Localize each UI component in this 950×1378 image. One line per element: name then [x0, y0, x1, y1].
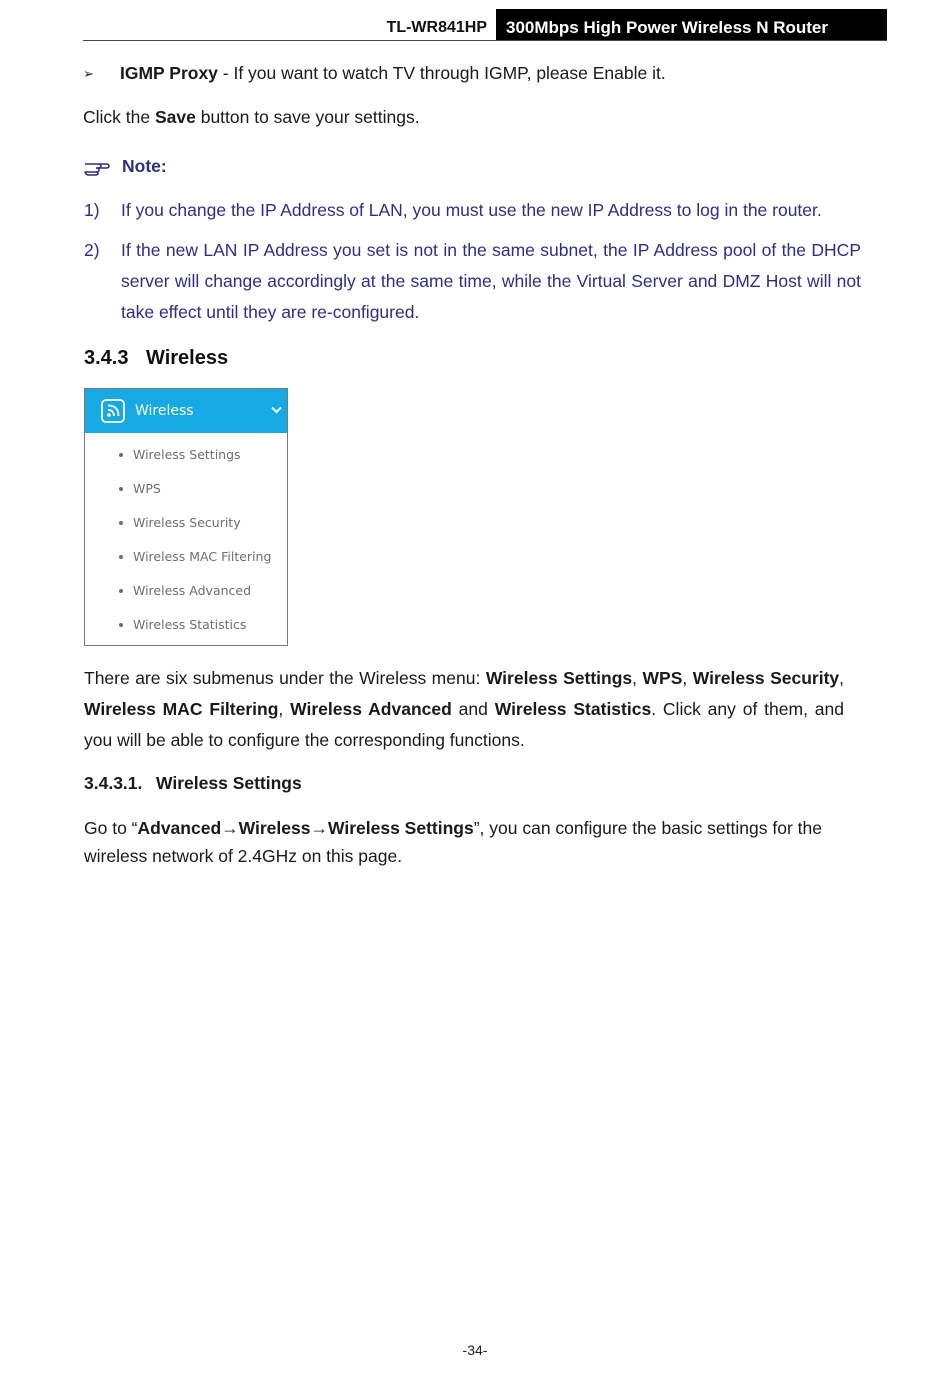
arrow-right-icon: → — [310, 818, 328, 838]
submenu-wireless-advanced[interactable] — [85, 574, 271, 608]
submenu-wireless-statistics[interactable] — [85, 608, 271, 642]
section-number: 3.4.3 — [84, 347, 129, 369]
header-product: 300Mbps High Power Wireless N Router — [496, 9, 887, 40]
submenu-label: Wireless Settings — [133, 447, 241, 462]
bullet-dot — [119, 623, 123, 627]
para-bold: WPS — [642, 668, 683, 688]
submenus-paragraph — [84, 663, 844, 756]
note-item-text: If you change the IP Address of LAN, you must use the new IP Address to log in the router. — [121, 200, 822, 220]
submenu-label: WPS — [133, 481, 161, 496]
note-item-1 — [84, 195, 861, 226]
igmp-proxy-line — [120, 63, 666, 84]
submenu-wps[interactable] — [85, 472, 271, 506]
page-header — [83, 9, 887, 41]
igmp-proxy-text: - If you want to watch TV through IGMP, please Enable it. — [217, 63, 666, 83]
bullet-arrow-icon: ➢ — [83, 66, 94, 81]
subsection-heading — [84, 773, 302, 794]
submenu-label: Wireless Statistics — [133, 617, 247, 632]
chevron-down-icon — [271, 406, 282, 414]
submenu-label: Wireless Security — [133, 515, 241, 530]
goto-suffix: ”, you can configure the basic settings for the wireless network of 2.4GHz on this page. — [84, 818, 822, 866]
para-text: , — [839, 668, 845, 688]
wireless-menu-header[interactable] — [85, 389, 287, 433]
submenu-wireless-security[interactable] — [85, 506, 271, 540]
subsection-number: 3.4.3.1. — [84, 773, 143, 793]
submenu-wireless-mac-filtering[interactable] — [85, 540, 271, 574]
wireless-menu-screenshot — [84, 388, 288, 646]
header-model: TL-WR841HP — [386, 19, 487, 36]
note-item-number: 2) — [84, 240, 100, 260]
page-number: -34- — [462, 1342, 488, 1358]
subsection-title: Wireless Settings — [156, 773, 302, 793]
bullet-dot — [119, 521, 123, 525]
bullet-dot — [119, 453, 123, 457]
bullet-dot — [119, 555, 123, 559]
submenu-label: Wireless Advanced — [133, 583, 252, 598]
section-title: Wireless — [146, 347, 229, 369]
save-suffix: button to save your settings. — [195, 107, 420, 127]
para-text: There are six submenus under the Wireless menu: — [84, 668, 486, 688]
note-item-number: 1) — [84, 200, 100, 220]
goto-path-wireless-settings: Wireless Settings — [327, 818, 474, 838]
submenu-wireless-settings[interactable] — [85, 438, 271, 472]
goto-path-wireless: Wireless — [238, 818, 311, 838]
bullet-dot — [119, 487, 123, 491]
wireless-submenu — [85, 438, 271, 642]
submenu-label: Wireless MAC Filtering — [133, 549, 272, 564]
arrow-right-icon: → — [221, 818, 239, 838]
save-keyword: Save — [154, 107, 196, 127]
para-text: , — [632, 668, 643, 688]
para-bold: Wireless MAC Filtering — [84, 699, 279, 719]
note-item-text: If the new LAN IP Address you set is not in the same subnet, the IP Address pool of the DHCP server will change accordingly at the same time, while the Virtual Server and DMZ Host will not take effect until they are re-configured. — [121, 240, 861, 322]
save-prefix: Click the — [83, 107, 155, 127]
para-bold: Wireless Security — [692, 668, 840, 688]
wireless-menu-title: Wireless — [135, 403, 194, 419]
goto-path-advanced: Advanced — [137, 818, 222, 838]
para-text: . Click any of them, and you will be able to configure the corresponding functions. — [84, 699, 844, 750]
para-bold: Wireless Statistics — [494, 699, 652, 719]
section-heading — [84, 347, 228, 370]
goto-prefix: Go to “ — [84, 818, 138, 838]
goto-instruction — [84, 814, 854, 870]
note-title: Note: — [122, 156, 167, 176]
para-bold: Wireless Settings — [485, 668, 633, 688]
note-heading — [84, 156, 167, 177]
save-instruction — [83, 107, 420, 128]
pointing-hand-icon — [84, 158, 110, 176]
para-bold: Wireless Advanced — [290, 699, 452, 719]
bullet-dot — [119, 589, 123, 593]
igmp-proxy-term: IGMP Proxy — [120, 63, 218, 83]
note-item-2 — [84, 235, 861, 328]
para-text: and — [451, 699, 495, 719]
para-text: , — [682, 668, 693, 688]
para-text: , — [278, 699, 291, 719]
wireless-icon — [101, 399, 125, 423]
